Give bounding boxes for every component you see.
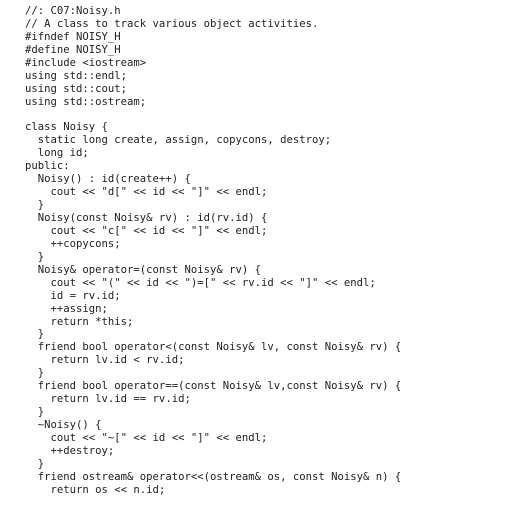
code-line: Noisy() : id(create++) { [25, 173, 191, 186]
code-line: id = rv.id; [25, 289, 121, 302]
code-line: #ifndef NOISY_H [25, 30, 121, 43]
code-line: #include <iostream> [25, 56, 147, 69]
code-line: cout << "d[" << id << "]" << endl; [25, 186, 268, 199]
code-line: return lv.id < rv.id; [25, 354, 185, 367]
code-line: cout << "~[" << id << "]" << endl; [25, 431, 268, 444]
code-line: } [25, 406, 45, 419]
code-line: cout << "c[" << id << "]" << endl; [25, 224, 268, 237]
code-line: friend bool operator==(const Noisy& lv,const Noisy& rv) { [25, 380, 402, 393]
code-line: class Noisy { [25, 121, 108, 134]
code-line: #define NOISY_H [25, 43, 121, 56]
code-line: using std::endl; [25, 69, 128, 82]
code-line: //: C07:Noisy.h [25, 5, 121, 17]
code-line: ~Noisy() { [25, 419, 102, 431]
code-line: ++destroy; [25, 444, 115, 457]
code-line: } [25, 328, 45, 341]
code-line: } [25, 199, 45, 212]
code-line: using std::ostream; [25, 95, 147, 108]
code-line: long id; [25, 147, 89, 160]
code-line: } [25, 250, 45, 263]
code-line: Noisy& operator=(const Noisy& rv) { [25, 263, 261, 276]
code-line: ++copycons; [25, 237, 121, 250]
code-line: friend bool operator<(const Noisy& lv, const Noisy& rv) { [25, 341, 402, 354]
code-line: using std::cout; [25, 82, 128, 95]
code-line: ++assign; [25, 302, 108, 315]
code-line [25, 109, 401, 122]
code-line: Noisy(const Noisy& rv) : id(rv.id) { [25, 212, 268, 224]
code-line: static long create, assign, copycons, destroy; [25, 134, 332, 147]
code-line: } [25, 367, 45, 380]
code-listing [25, 5, 401, 497]
code-line: return lv.id == rv.id; [25, 393, 191, 406]
code-line: // A class to track various object activities. [25, 17, 319, 30]
code-line: return os << n.id; [25, 483, 166, 496]
code-line: cout << "(" << id << ")=[" << rv.id << "]" << endl; [25, 276, 376, 289]
code-line: return *this; [25, 315, 134, 328]
code-line: } [25, 457, 45, 470]
code-line: public: [25, 160, 70, 173]
code-line: friend ostream& operator<<(ostream& os, const Noisy& n) { [25, 470, 402, 483]
